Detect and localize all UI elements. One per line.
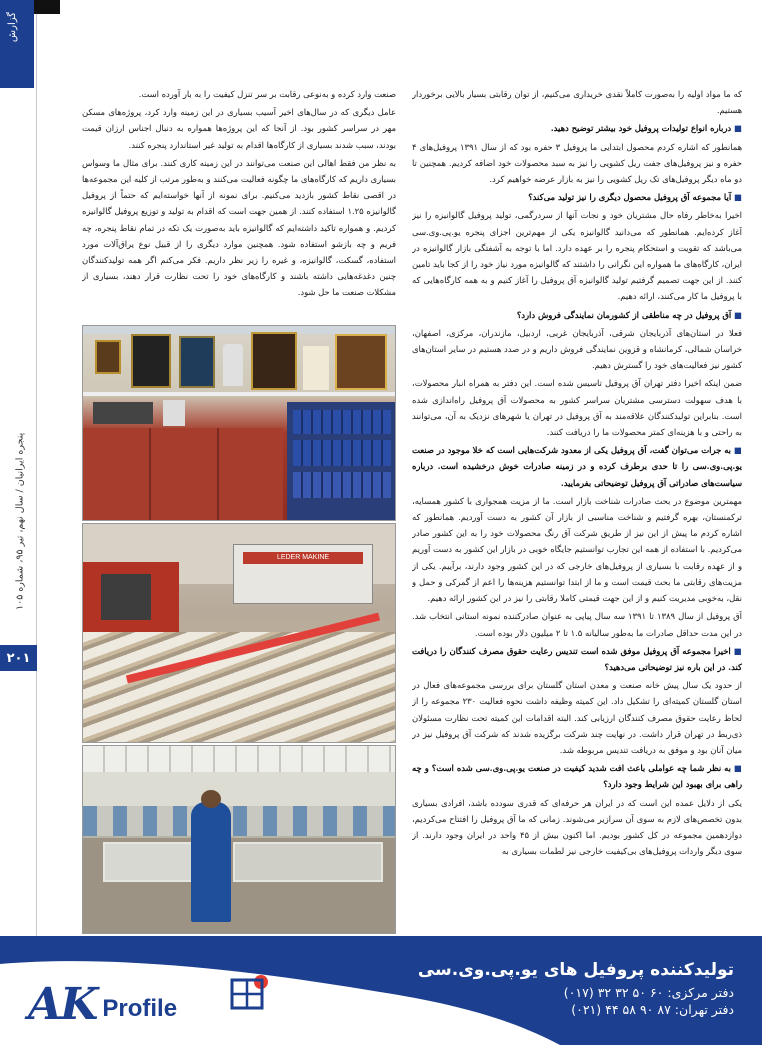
window-logo-icon <box>230 974 270 1012</box>
paragraph: عامل دیگری که در سال‌های اخیر آسیب بسیاری در این زمینه وارد کرد، پروژه‌های مسکن مهر در سراسر کشور بود. از آنجا که این پروژه‌ها همواره به دنبال اجناس ارزان قیمت بودند، سبب شدند بسیاری از کارگاه‌ها اقدام به تولید غیر استاندارد پنجره کنند. <box>82 107 396 150</box>
issue-info: پنجره ایرانیان / سال نهم، تیر ۹۵، شماره ۱۰۵ <box>14 432 26 611</box>
paragraph: ضمن اینکه اخیرا دفتر تهران آق پروفیل تاسیس شده است. این دفتر به همراه انبار محصولات، با هدف سهولت دسترسی مشتریان سراسر کشور به محصولات آق پروفیل راه‌اندازی شده است. بنابراین تولیدکنندگان علاقه‌مند به آق پروفیل در تهران یا شهرهای نزدیک به آن، می‌توانند به راحتی و با هزینه‌ای کمتر محصولات ما را دریافت کنند. <box>412 378 742 438</box>
office-main: دفتر مرکزی: ۶۰ ۵۰ ۳۲ ۳۲ (۰۱۷) <box>563 985 734 1000</box>
section-tab <box>0 0 34 88</box>
paragraph: به نظر من فقط اهالی این صنعت می‌توانند در این زمینه کاری کنند. برای مثال ما وسواس بسیاری داریم که کارگاه‌های ما چگونه فعالیت می‌کنند و به‌طور مرتب از کلیه این مجموعه‌ها در اقصی نقاط کشور بازدید می‌کنیم. برای نمونه از آنها خواسته‌ایم که حتماً از پروفیل گالوانیزه ۱.۲۵ استفاده کنند. از همین جهت است که اقدام به تولید و توزیع پروفیل گالوانیزه کردیم. و همواره تاکید داشته‌ایم که گالوانیزه باید به‌صورت یک تکه در تمام نقاط پنجره، چه فریم و چه بازشو استفاده شود. همچنین موارد دیگری را از قبیل نوع یراق‌آلات مورد استفاده، گسکت، گالوانیزه، و غیره را زیر نظر داریم. فکر می‌کنم اگر همه تولیدکنندگان چنین دغدغه‌هایی داشته باشند و کارگاه‌های خود را تحت نظارت قرار دهند، بسیاری از مشکلات صنعت ما حل شود. <box>82 157 396 298</box>
paragraph: همانطور که اشاره کردم محصول ابتدایی ما پروفیل ۳ حفره بود که از سال ۱۳۹۱ پروفیل‌های ۴ حفره و نیز پروفیل‌های جفت ریل کشویی را نیز به سبد محصولات خود اضافه کردیم. همچنین تا دو ماه دیگر پروفیل‌های تک ریل کشویی را نیز به بازار عرضه خواهیم کرد. <box>412 141 742 185</box>
page-number: ۲۰۱ <box>0 645 37 671</box>
photo-factory-workers <box>82 745 396 934</box>
office-tehran: دفتر تهران: ۸۷ ۹۰ ۵۸ ۴۴ (۰۲۱) <box>571 1002 734 1017</box>
paragraph: فعلا در استان‌های آذربایجان شرقی، آذربایجان غربی، اردبیل، مازندران، مرکزی، اصفهان، خراسان شمالی، کرمانشاه و قزوین نمایندگی فروش داریم و در صدد هستیم در سایر استان‌های کشور نیز فعالیت‌های خود را گسترش دهیم. <box>412 327 742 371</box>
article-right-column <box>412 86 742 934</box>
footer-title: تولیدکننده پروفیل های یو.پی.وی.سی <box>417 960 734 980</box>
paragraph: مهمترین موضوع در بحث صادرات شناخت بازار است. ما از مزیت همجواری با کشور همسایه، ترکمنستان، بهره گرفتیم و شناخت مناسبی از بازار آن کشور به دست آوردیم. همانطور که اشاره کردم ما پیش از این نیز از طریق شرکت آق رنگ محصولات خود را به این کشور صادر می‌کردیم. با استفاده از همه این تجارب توانستیم جایگاه خوبی در بازار این کشور به دست آوریم و از عهده رقابت با بسیاری از پروفیل‌های خارجی که در این کشور وجود دارند، برآییم. یکی از مزیت‌های رقابتی ما بحث قیمت است و ما از ابتدا توانستیم هزینه‌ها را اعم از گمرکی و حمل و نقل، به‌خوبی مدیریت کنیم و از این جهت قیمتی کاملا رقابتی را نیز در این کشور ارائه دهیم. <box>412 495 742 604</box>
interview-question: ■ آق پروفیل در چه مناطقی از کشورمان نمایندگی فروش دارد؟ <box>412 307 742 323</box>
paragraph: از حدود یک سال پیش خانه صنعت و معدن استان گلستان برای بررسی مجموعه‌های فعال در استان گلستان کمیته‌ای را تشکیل داد. این کمیته وظیفه داشت نحوه فعالیت ۲۳۰ مجموعه را از لحاظ رعایت حقوق مصرف کنندگان ارزیابی کند. البته اقدامات این کمیته تحت نظارت مسئولان ذی‌ربط در تهران قرار داشت. در نهایت چند شرکت برگزیده شدند که شرکت آق پروفیل نیز در میان آنان بود و موفق به دریافت تندیس مربوطه شد. <box>412 680 742 755</box>
interview-question: ■ آیا مجموعه آق پروفیل محصول دیگری را نیز تولید می‌کند؟ <box>412 189 742 205</box>
interview-question: ■ به جرات می‌توان گفت، آق پروفیل یکی از معدود شرکت‌هایی است که خلا موجود در صنعت یو.پی.وی.سی را تا حدی برطرف کرده و در زمینه صادرات خوش درخشیده است. درباره سیاست‌های صادراتی آق پروفیل توضیحاتی بفرمایید. <box>412 442 742 491</box>
paragraph: صنعت وارد کرده و به‌نوعی رقابت بر سر تنزل کیفیت را به بار آورده است. <box>138 89 396 99</box>
footer-banner <box>0 936 762 1045</box>
article-left-column <box>82 86 396 322</box>
section-tab-label: گزارش <box>7 12 18 43</box>
footer-contact <box>404 960 734 1018</box>
brand-logo <box>28 976 177 1032</box>
interview-question: ■ به نظر شما چه عواملی باعث افت شدید کیفیت در صنعت یو.پی.وی.سی شده است؟ و چه راهی برای بهبود این شرایط وجود دارد؟ <box>412 760 742 792</box>
corner-mark <box>34 0 60 14</box>
brand-logo-ak: AK <box>28 978 97 1030</box>
paragraph: که ما مواد اولیه را به‌صورت کاملاً نقدی خریداری می‌کنیم، از توان رقابتی بسیار بالایی برخوردار هستیم. <box>412 89 742 116</box>
interview-question: ■ درباره انواع تولیدات پروفیل خود بیشتر توضیح دهید. <box>412 120 742 136</box>
brand-logo-profile: Profile <box>102 995 178 1022</box>
paragraph: اخیرا به‌خاطر رفاه حال مشتریان خود و نجات آنها از سردرگمی، تولید پروفیل گالوانیزه را نیز آغاز کرده‌ایم. همانطور که می‌دانید گالوانیزه یکی از مهم‌ترین اجزای پنجره یو.پی.وی.سی می‌باشد که تقویت و استحکام پنجره را بر عهده دارد. اما با توجه به آشفتگی بازار گالوانیزه در ایران، کارگاه‌های ما همواره این نگرانی را داشتند که گالوانیزه مورد نیاز خود را از کجا باید تامین کنند. از این جهت تصمیم گرفتیم تولید گالوانیزه آق پروفیل را آغاز کنیم و به همه کارگاه‌هایی که با پروفیل ما کار می‌کنند، ارائه دهیم. <box>412 210 742 302</box>
photo-production-line <box>82 523 396 743</box>
machine-sign: LEDER MAKINE <box>243 552 363 564</box>
interview-question: ■ اخیرا مجموعه آق پروفیل موفق شده است تندیس رعایت حقوق مصرف کنندگان را دریافت کند. در این باره نیز توضیحاتی می‌دهید؟ <box>412 643 742 675</box>
paragraph: آق پروفیل از سال ۱۳۸۹ تا ۱۳۹۱ سه سال پیاپی به عنوان صادرکننده نمونه استانی انتخاب شد. در این مدت حداقل صادرات ما به‌طور سالیانه ۱.۵ تا ۲ میلیون دلار بوده است. <box>412 611 742 638</box>
paragraph: یکی از دلایل عمده این است که در ایران هر حرفه‌ای که قدری سودده باشد، افرادی بسیاری بدون تخصص‌های لازم به سوی آن سرازیر می‌شوند. زمانی که ما آق پروفیل را افتتاح می‌کردیم، دوازدهمین مجموعه در کل کشور بودیم. اما اکنون بیش از ۴۵ واحد در ایران وجود دارند. از سوی دیگر واردات پروفیل‌های بی‌کیفیت خارجی نیز لطمات بسیاری به <box>412 797 742 857</box>
photo-awards-shelves <box>82 325 396 521</box>
